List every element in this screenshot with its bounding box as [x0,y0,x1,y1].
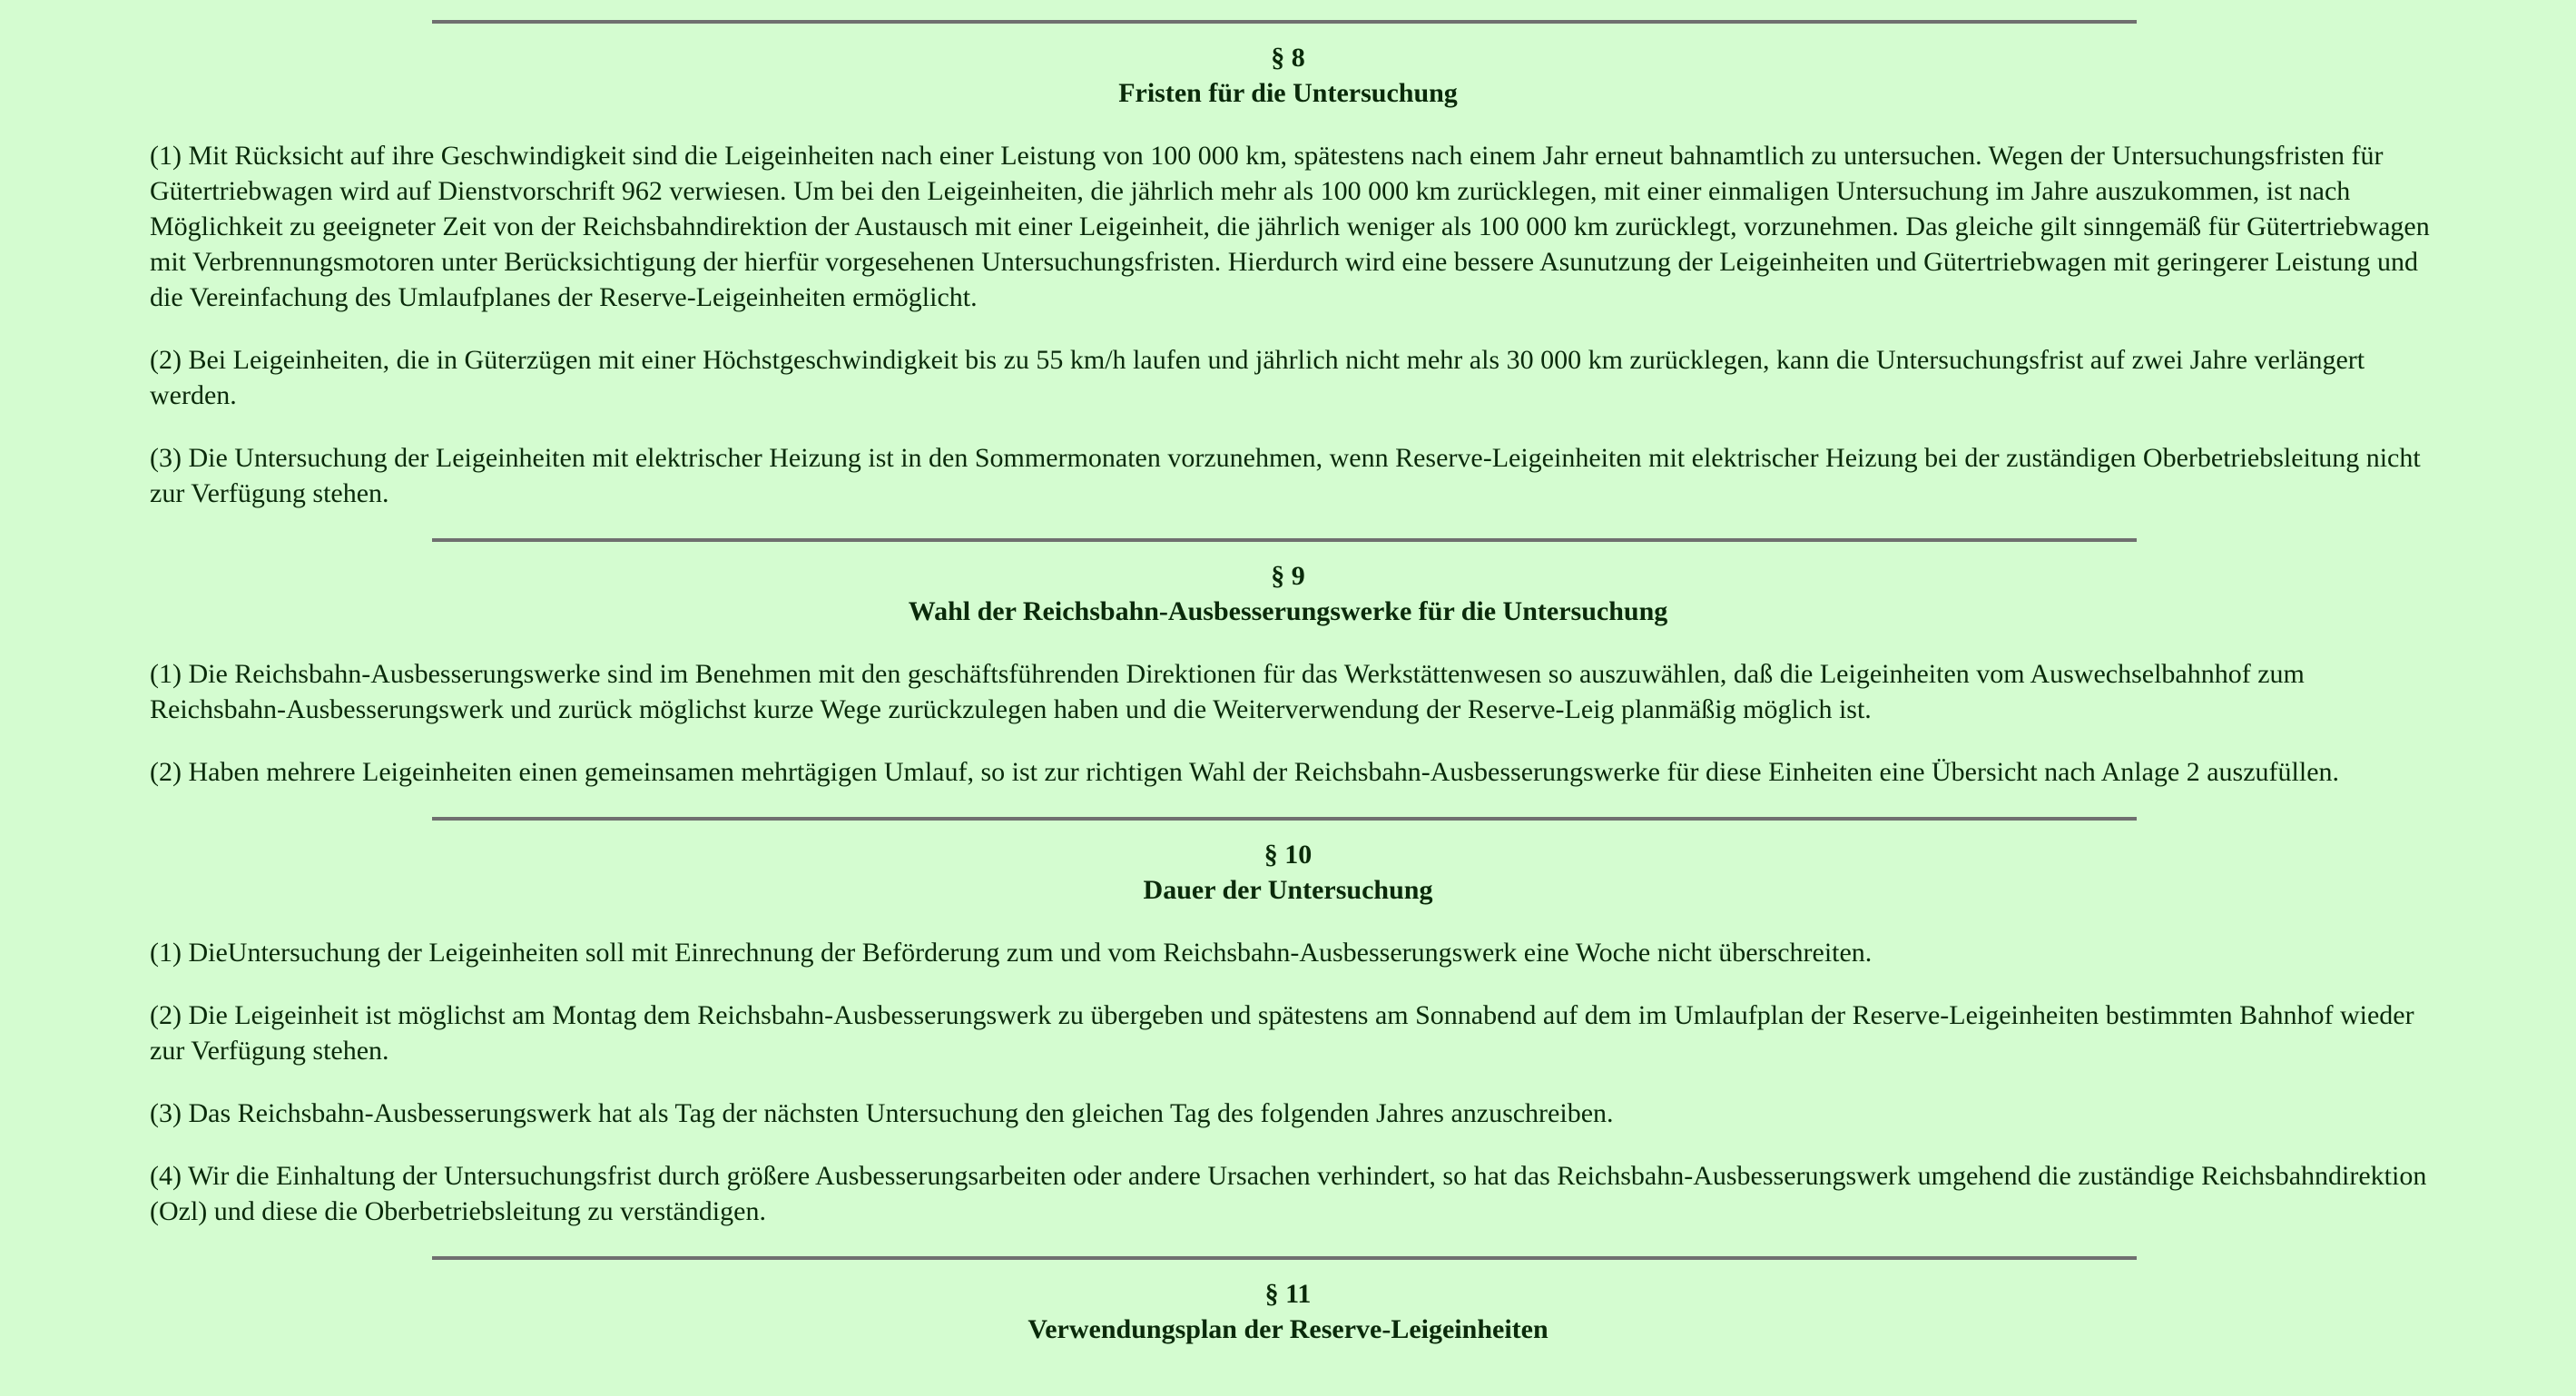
paragraph: (2) Die Leigeinheit ist möglichst am Montag dem Reichsbahn-Ausbesserungswerk zu übergeben und spätestens am Sonnabend auf dem im Umlaufplan der Reserve-Leigeinheiten bestimmten Bahnhof wieder zur Verfügung stehen. [150,1000,2414,1066]
paragraph: (3) Die Untersuchung der Leigeinheiten mit elektrischer Heizung ist in den Sommermonaten vorzunehmen, wenn Reserve-Leigeinheiten mit elektrischer Heizung bei der zuständigen Oberbetriebsleitung nicht zur Verfügung stehen. [150,443,2421,508]
paragraph: (4) Wir die Einhaltung der Untersuchungsfrist durch größere Ausbesserungsarbeiten oder andere Ursachen verhindert, so hat das Reichsbahn-Ausbesserungswerk umgehend die zuständige Reichsbahndirektion (Ozl) und diese die Oberbetriebsleitung zu verständigen. [150,1161,2427,1226]
document-content [0,20,2576,1347]
paragraph: (2) Bei Leigeinheiten, die in Güterzügen mit einer Höchstgeschwindigkeit bis zu 55 km/h laufen und jährlich nicht mehr als 30 000 km zurücklegen, kann die Untersuchungsfrist auf zwei Jahre verlängert werden. [150,345,2365,410]
section-number: § 9 [1271,561,1305,591]
paragraph: (3) Das Reichsbahn-Ausbesserungswerk hat als Tag der nächsten Untersuchung den gleichen Tag des folgenden Jahres anzuschreiben. [150,1098,1614,1128]
paragraph: (1) DieUntersuchung der Leigeinheiten soll mit Einrechnung der Beförderung zum und vom Reichsbahn-Ausbesserungswerk eine Woche nicht überschreiten. [150,938,1873,968]
paragraph: (1) Mit Rücksicht auf ihre Geschwindigkeit sind die Leigeinheiten nach einer Leistung von 100 000 km, spätestens nach einem Jahr erneut bahnamtlich zu untersuchen. Wegen der Untersuchungsfristen für Gütertriebwagen wird auf Dienstvorschrift 962 verwiesen. Um bei den Leigeinheiten, die jährlich mehr als 100 000 km zurücklegen, mit einer einmaligen Untersuchung im Jahre auszukommen, ist nach Möglichkeit zu geeigneter Zeit von der Reichsbahndirektion der Austausch mit einer Leigeinheit, die jährlich weniger als 100 000 km zurücklegt, vorzunehmen. Das gleiche gilt sinngemäß für Gütertriebwagen mit Verbrennungsmotoren unter Berücksichtigung der hierfür vorgesehenen Untersuchungsfristen. Hierdurch wird eine bessere Asunutzung der Leigeinheiten und Gütertriebwagen mit geringerer Leistung und die Vereinfachung des Umlaufplanes der Reserve-Leigeinheiten ermöglicht. [150,141,2430,312]
section-title: Fristen für die Untersuchung [1118,78,1458,108]
section-title: Verwendungsplan der Reserve-Leigeinheiten [1027,1314,1549,1344]
section-number: § 8 [1271,43,1305,73]
section-9 [0,538,2576,817]
section-divider [432,817,2137,821]
section-8 [0,20,2576,538]
section-heading [0,40,2576,111]
paragraph: (2) Haben mehrere Leigeinheiten einen gemeinsamen mehrtägigen Umlauf, so ist zur richtigen Wahl der Reichsbahn-Ausbesserungswerke für diese Einheiten eine Übersicht nach Anlage 2 auszufüllen. [150,757,2340,787]
section-divider [432,20,2137,24]
section-divider [432,538,2137,542]
section-10 [0,817,2576,1256]
section-11 [0,1256,2576,1347]
section-number: § 10 [1263,840,1313,870]
section-heading [0,837,2576,908]
section-divider [432,1256,2137,1260]
section-title: Dauer der Untersuchung [1143,875,1433,905]
section-heading [0,558,2576,629]
paragraph: (1) Die Reichsbahn-Ausbesserungswerke sind im Benehmen mit den geschäftsführenden Direktionen für das Werkstättenwesen so auszuwählen, daß die Leigeinheiten vom Auswechselbahnhof zum Reichsbahn-Ausbesserungswerk und zurück möglichst kurze Wege zurückzulegen haben und die Weiterverwendung der Reserve-Leig planmäßig möglich ist. [150,659,2305,724]
section-number: § 11 [1264,1279,1312,1309]
section-title: Wahl der Reichsbahn-Ausbesserungswerke für die Untersuchung [908,596,1668,626]
section-heading [0,1276,2576,1347]
